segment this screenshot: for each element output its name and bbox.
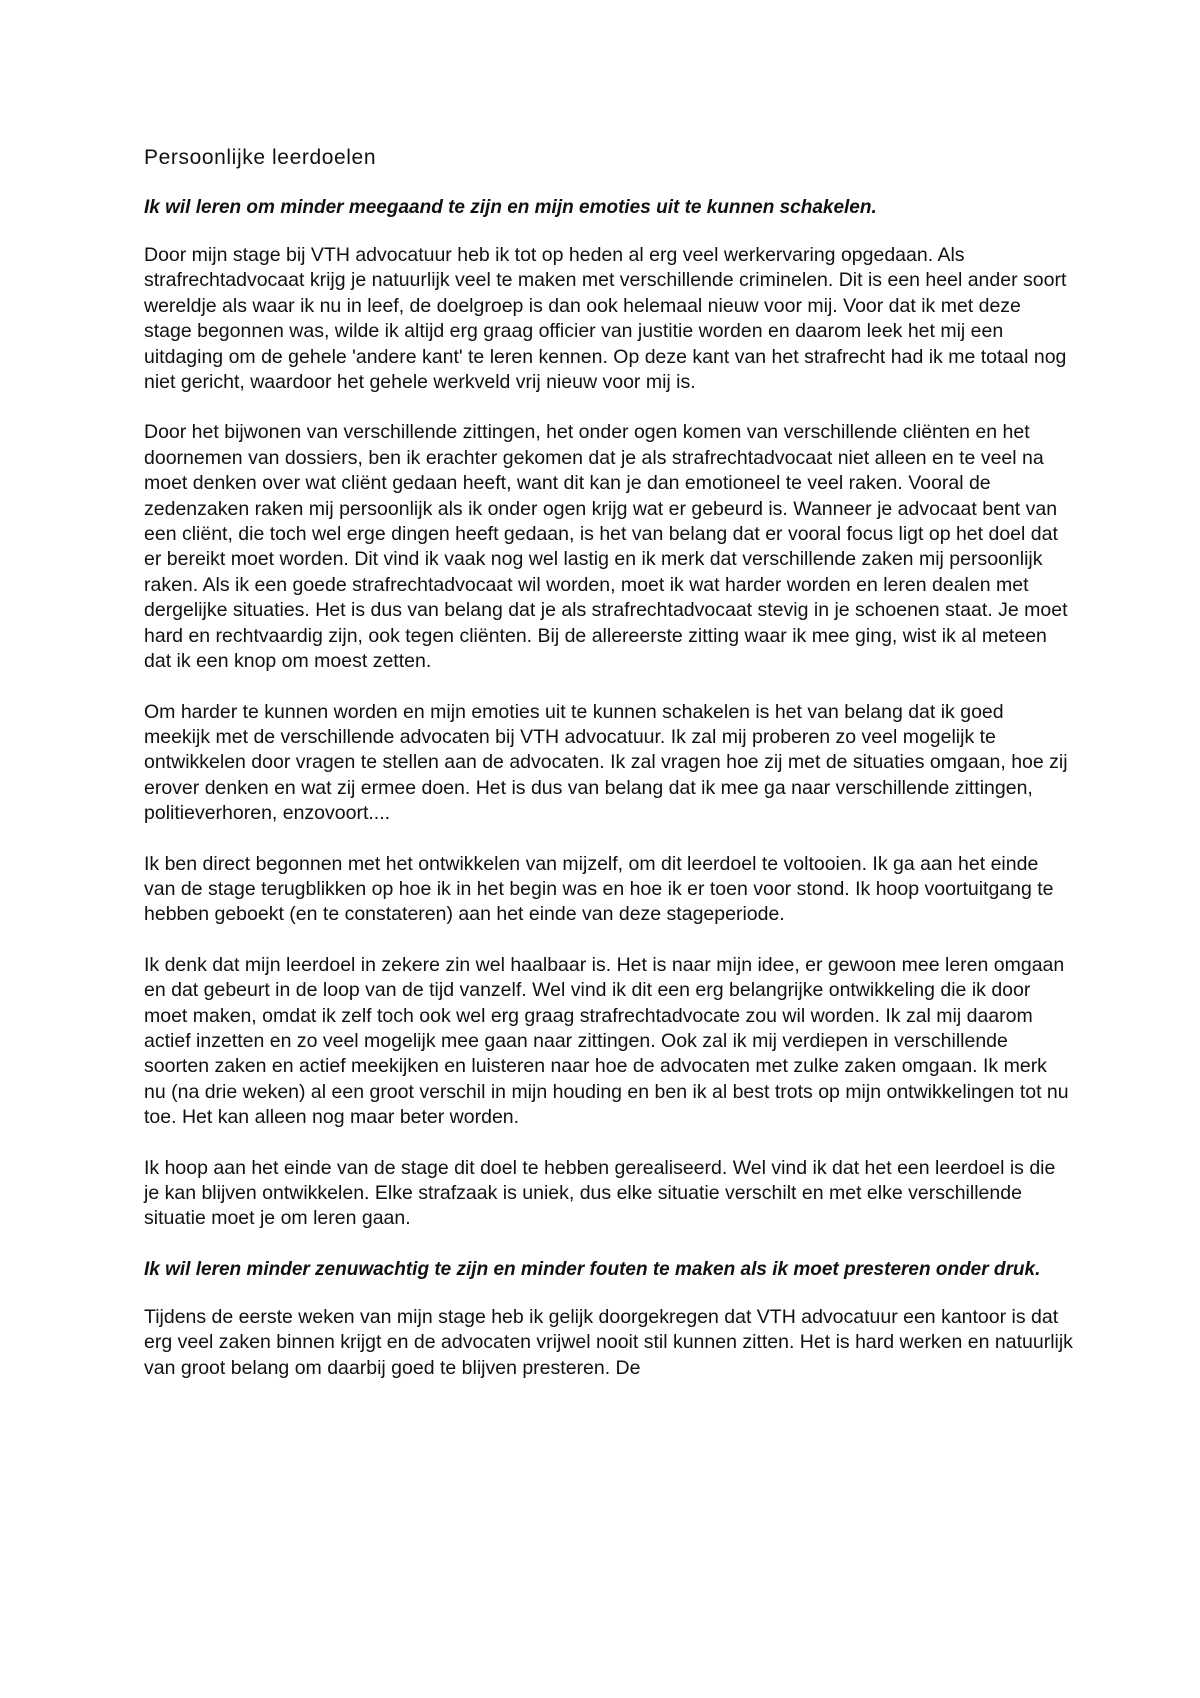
document-body: [144, 145, 1074, 1406]
learning-goal-2-heading: Ik wil leren minder zenuwachtig te zijn en minder fouten te maken als ik moet presteren onder druk.: [144, 1258, 1041, 1280]
paragraph: Door mijn stage bij VTH advocatuur heb ik tot op heden al erg veel werkervaring opgedaan. Als strafrechtadvocaat krijg je natuurlijk veel te maken met verschillende criminelen. Dit is een heel ander soort wereldje als waar ik nu in leef, de doelgroep is dan ook helemaal nieuw voor mij. Voor dat ik met deze stage begonnen was, wilde ik altijd erg graag officier van justitie worden en daarom leek het mij een uitdaging om de gehele 'andere kant' te leren kennen. Op deze kant van het strafrecht had ik me totaal nog niet gericht, waardoor het gehele werkveld vrij nieuw voor mij is.: [144, 244, 1067, 394]
paragraph: Ik hoop aan het einde van de stage dit doel te hebben gerealiseerd. Wel vind ik dat het een leerdoel is die je kan blijven ontwikkelen. Elke strafzaak is uniek, dus elke situatie verschilt en met elke verschillende situatie moet je om leren gaan.: [144, 1156, 1056, 1230]
paragraph: Tijdens de eerste weken van mijn stage heb ik gelijk doorgekregen dat VTH advocatuur een kantoor is dat erg veel zaken binnen krijgt en de advocaten vrijwel nooit stil kunnen zitten. Het is hard werken en natuurlijk van groot belang om daarbij goed te blijven presteren. De: [144, 1305, 1073, 1379]
paragraph: Ik ben direct begonnen met het ontwikkelen van mijzelf, om dit leerdoel te voltooien. Ik ga aan het einde van de stage terugblikken op hoe ik in het begin was en hoe ik er toen voor stond. Ik hoop voortuitgang te hebben geboekt (en te constateren) aan het einde van deze stageperiode.: [144, 852, 1054, 926]
learning-goal-1-heading: Ik wil leren om minder meegaand te zijn en mijn emoties uit te kunnen schakelen.: [144, 197, 877, 218]
paragraph: Ik denk dat mijn leerdoel in zekere zin wel haalbaar is. Het is naar mijn idee, er gewoon mee leren omgaan en dat gebeurt in de loop van de tijd vanzelf. Wel vind ik dit een erg belangrijke ontwikkeling die ik door moet maken, omdat ik zelf toch ook wel erg graag strafrechtadvocate zou wil worden. Ik zal mij daarom actief inzetten en zo veel mogelijk mee gaan naar zittingen. Ook zal ik mij verdiepen in verschillende soorten zaken en actief meekijken en luisteren naar hoe de advocaten met zulke zaken omgaan. Ik merk nu (na drie weken) al een groot verschil in mijn houding en ben ik al best trots op mijn ontwikkelingen tot nu toe. Het kan alleen nog maar beter worden.: [144, 953, 1069, 1129]
document-title: Persoonlijke leerdoelen: [144, 146, 377, 169]
paragraph: Om harder te kunnen worden en mijn emoties uit te kunnen schakelen is het van belang dat ik goed meekijk met de verschillende advocaten bij VTH advocatuur. Ik zal mij proberen zo veel mogelijk te ontwikkelen door vragen te stellen aan de advocaten. Ik zal vragen hoe zij met de situaties omgaan, hoe zij erover denken en wat zij ermee doen. Het is dus van belang dat ik mee ga naar verschillende zittingen, politieverhoren, enzovoort....: [144, 700, 1068, 825]
paragraph: Door het bijwonen van verschillende zittingen, het onder ogen komen van verschillende cliënten en het doornemen van dossiers, ben ik erachter gekomen dat je als strafrechtadvocaat niet alleen en te veel na moet denken over wat cliënt gedaan heeft, want dit kan je dan emotioneel te veel raken. Vooral de zedenzaken raken mij persoonlijk als ik onder ogen krijg wat er gebeurd is. Wanneer je advocaat bent van een cliënt, die toch wel erge dingen heeft gedaan, is het van belang dat er vooral focus ligt op het doel dat er bereikt moet worden. Dit vind ik vaak nog wel lastig en ik merk dat verschillende zaken mij persoonlijk raken. Als ik een goede strafrechtadvocaat wil worden, moet ik wat harder worden en leren dealen met dergelijke situaties. Het is dus van belang dat je als strafrechtadvocaat stevig in je schoenen staat. Je moet hard en rechtvaardig zijn, ook tegen cliënten. Bij de allereerste zitting waar ik mee ging, wist ik al meteen dat ik een knop om moest zetten.: [144, 421, 1068, 673]
